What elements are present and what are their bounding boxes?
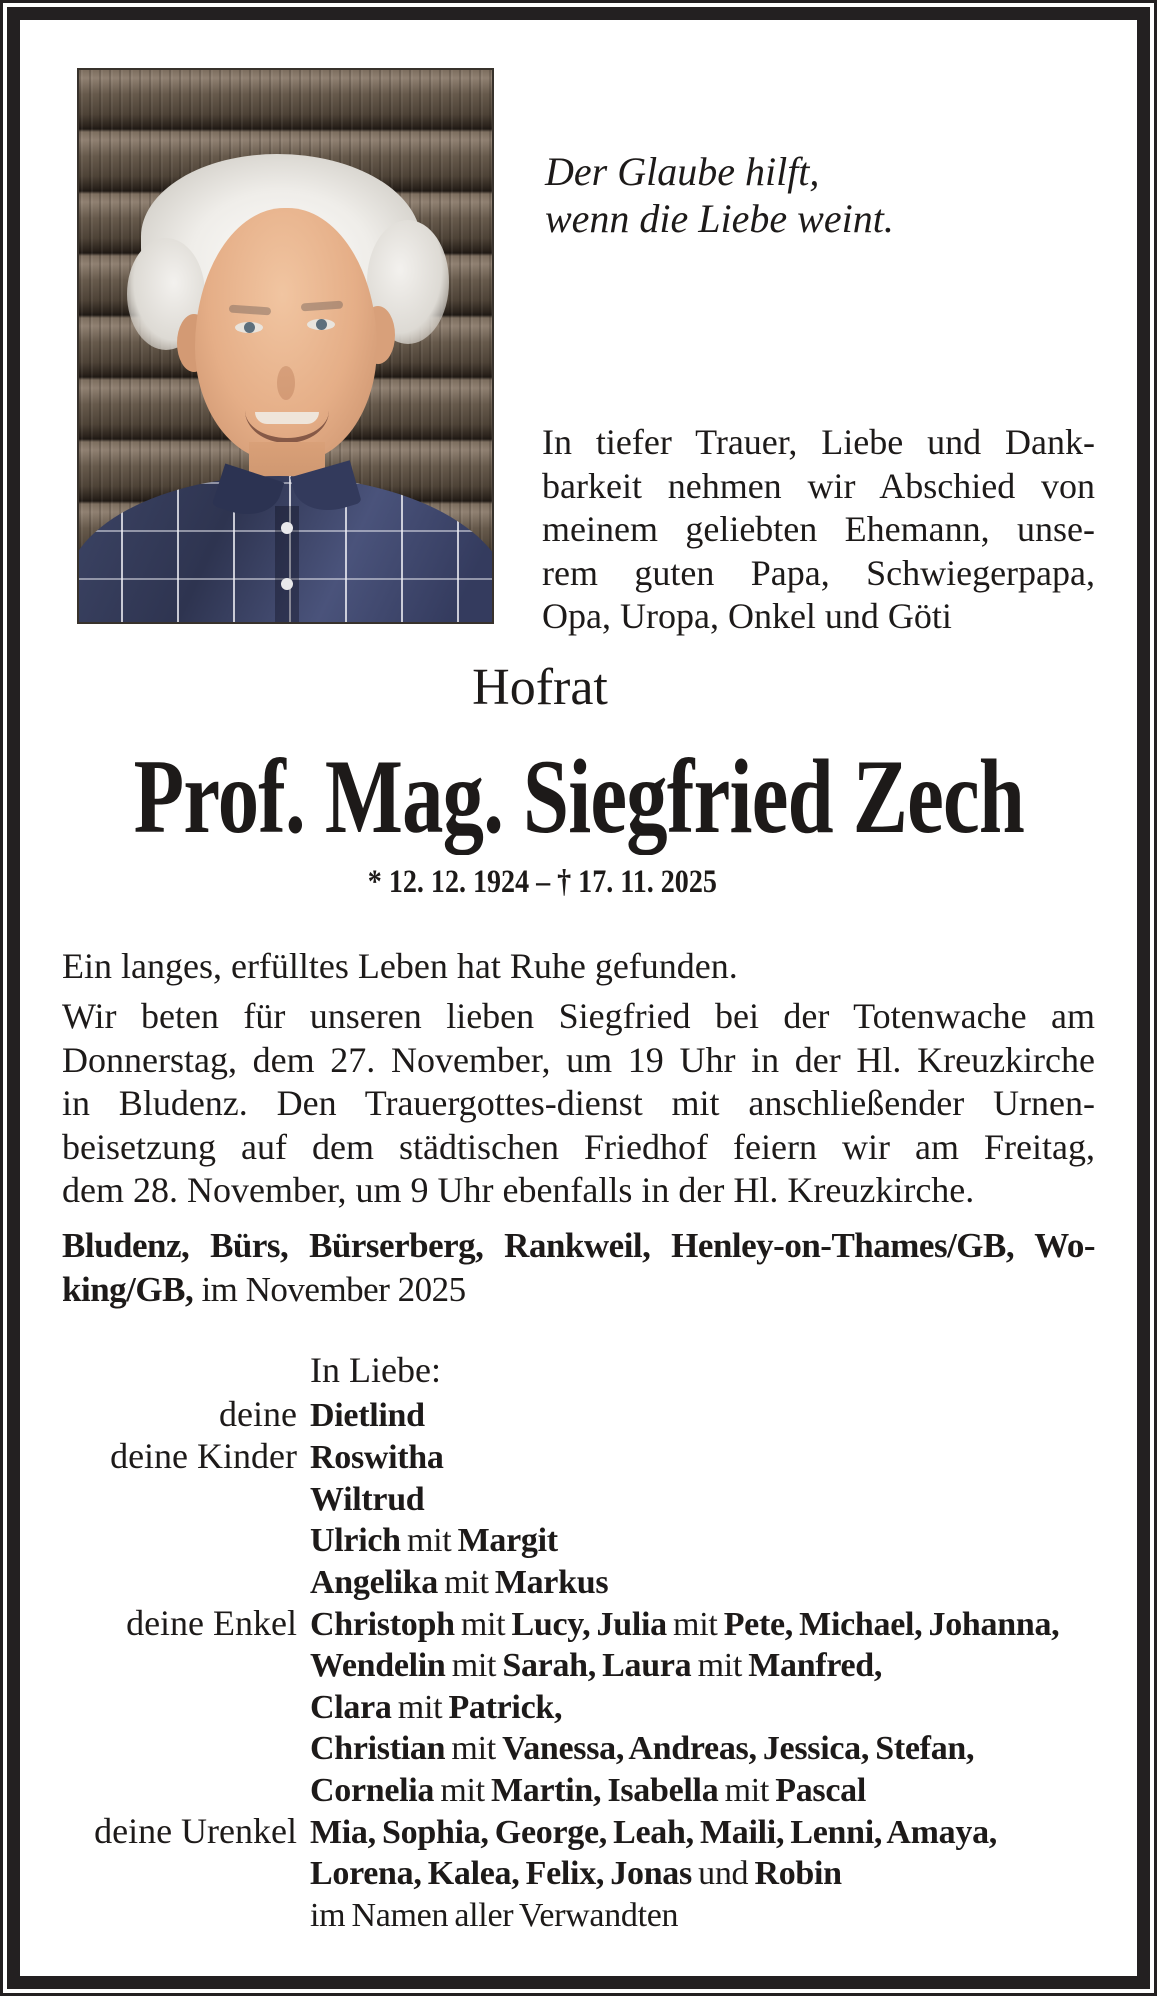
text-line: in Bludenz. Den Trauergottes-dienst mit anschließender Urnen- (62, 1083, 1095, 1123)
family-relation-label: deine Kinder (110, 1436, 297, 1477)
family-names: Christoph mit Lucy, Julia mit Pete, Michael, Johanna, (310, 1606, 1060, 1644)
family-names: Wiltrud (310, 1480, 425, 1518)
man-nose (277, 366, 295, 400)
text-line: Bludenz, Bürs, Bürserberg, Rankweil, Henley-on-Thames/GB, Wo- (62, 1226, 1095, 1265)
family-names: Ulrich mit Margit (310, 1522, 558, 1560)
family-relation-label: deine Enkel (126, 1603, 297, 1644)
family-list (62, 1394, 1132, 1936)
text-line: Der Glaube hilft, (545, 149, 820, 194)
text-line: barkeit nehmen wir Abschied von (542, 465, 1095, 506)
shirt-button (281, 522, 293, 534)
family-names: Angelika mit Markus (310, 1563, 609, 1601)
life-dates-row (0, 864, 1084, 901)
family-row (62, 1770, 1132, 1811)
text-line: dem 28. November, um 9 Uhr ebenfalls in der Hl. Kreuzkirche. (62, 1170, 975, 1210)
family-names: im Namen aller Verwandten (310, 1896, 679, 1934)
epigraph-quote (545, 148, 1105, 242)
family-row (62, 1603, 1132, 1645)
text-line: meinem geliebten Ehemann, unse- (542, 509, 1095, 549)
life-dates: * 12. 12. 1924 – † 17. 11. 2025 (367, 864, 717, 900)
man-iris-right (316, 319, 327, 330)
family-row (62, 1853, 1132, 1894)
announcement-paragraph (62, 995, 1095, 1213)
closing-salutation: In Liebe: (310, 1350, 441, 1390)
family-names: Roswitha (310, 1439, 444, 1477)
family-relation-label: deine (219, 1394, 297, 1434)
man-teeth (255, 412, 319, 424)
family-row (62, 1562, 1132, 1603)
text-line: wenn die Liebe weint. (545, 196, 894, 241)
text-line: In tiefer Trauer, Liebe und Dank- (542, 422, 1095, 462)
family-names: Lorena, Kalea, Felix, Jonas und Robin (310, 1855, 842, 1893)
family-row (62, 1895, 1132, 1936)
man-iris-left (244, 322, 255, 333)
honorific-title: Hofrat (472, 659, 608, 716)
text-line: Opa, Uropa, Onkel und Göti (542, 596, 952, 636)
deceased-name-row (0, 740, 1157, 854)
intro-paragraph (542, 421, 1095, 639)
family-names: Christian mit Vanessa, Andreas, Jessica, Stefan, (310, 1730, 975, 1768)
family-row (62, 1479, 1132, 1520)
text-line: Wir beten für unseren lieben Siegfried bei der Totenwache am (62, 996, 1095, 1036)
family-names: Cornelia mit Martin, Isabella mit Pascal (310, 1771, 866, 1809)
family-row (62, 1436, 1132, 1478)
family-row (62, 1394, 1132, 1436)
place-date-line (62, 1224, 1095, 1312)
family-row (62, 1728, 1132, 1769)
family-row (62, 1520, 1132, 1561)
announcement-lead-line: Ein langes, erfülltes Leben hat Ruhe gefunden. (62, 946, 738, 986)
family-row (62, 1645, 1132, 1686)
family-row (62, 1687, 1132, 1728)
family-relation-label: deine Urenkel (94, 1811, 297, 1852)
text-line: Donnerstag, dem 27. November, um 19 Uhr in der Hl. Kreuzkirche (62, 1039, 1095, 1080)
family-names: Clara mit Patrick, (310, 1688, 563, 1726)
family-names: Mia, Sophia, George, Leah, Maili, Lenni, Amaya, (310, 1814, 997, 1852)
text-line: rem guten Papa, Schwiegerpapa, (542, 552, 1095, 593)
deceased-name: Prof. Mag. Siegfried Zech (133, 738, 1024, 855)
text-line: king/GB, im November 2025 (62, 1270, 466, 1309)
shirt-button (281, 578, 293, 590)
family-row (62, 1811, 1132, 1853)
portrait-photo (77, 68, 494, 624)
text-line: beisetzung auf dem städtischen Friedhof feiern wir am Freitag, (62, 1126, 1095, 1167)
family-names: Dietlind (310, 1397, 425, 1434)
family-names: Wendelin mit Sarah, Laura mit Manfred, (310, 1647, 883, 1685)
